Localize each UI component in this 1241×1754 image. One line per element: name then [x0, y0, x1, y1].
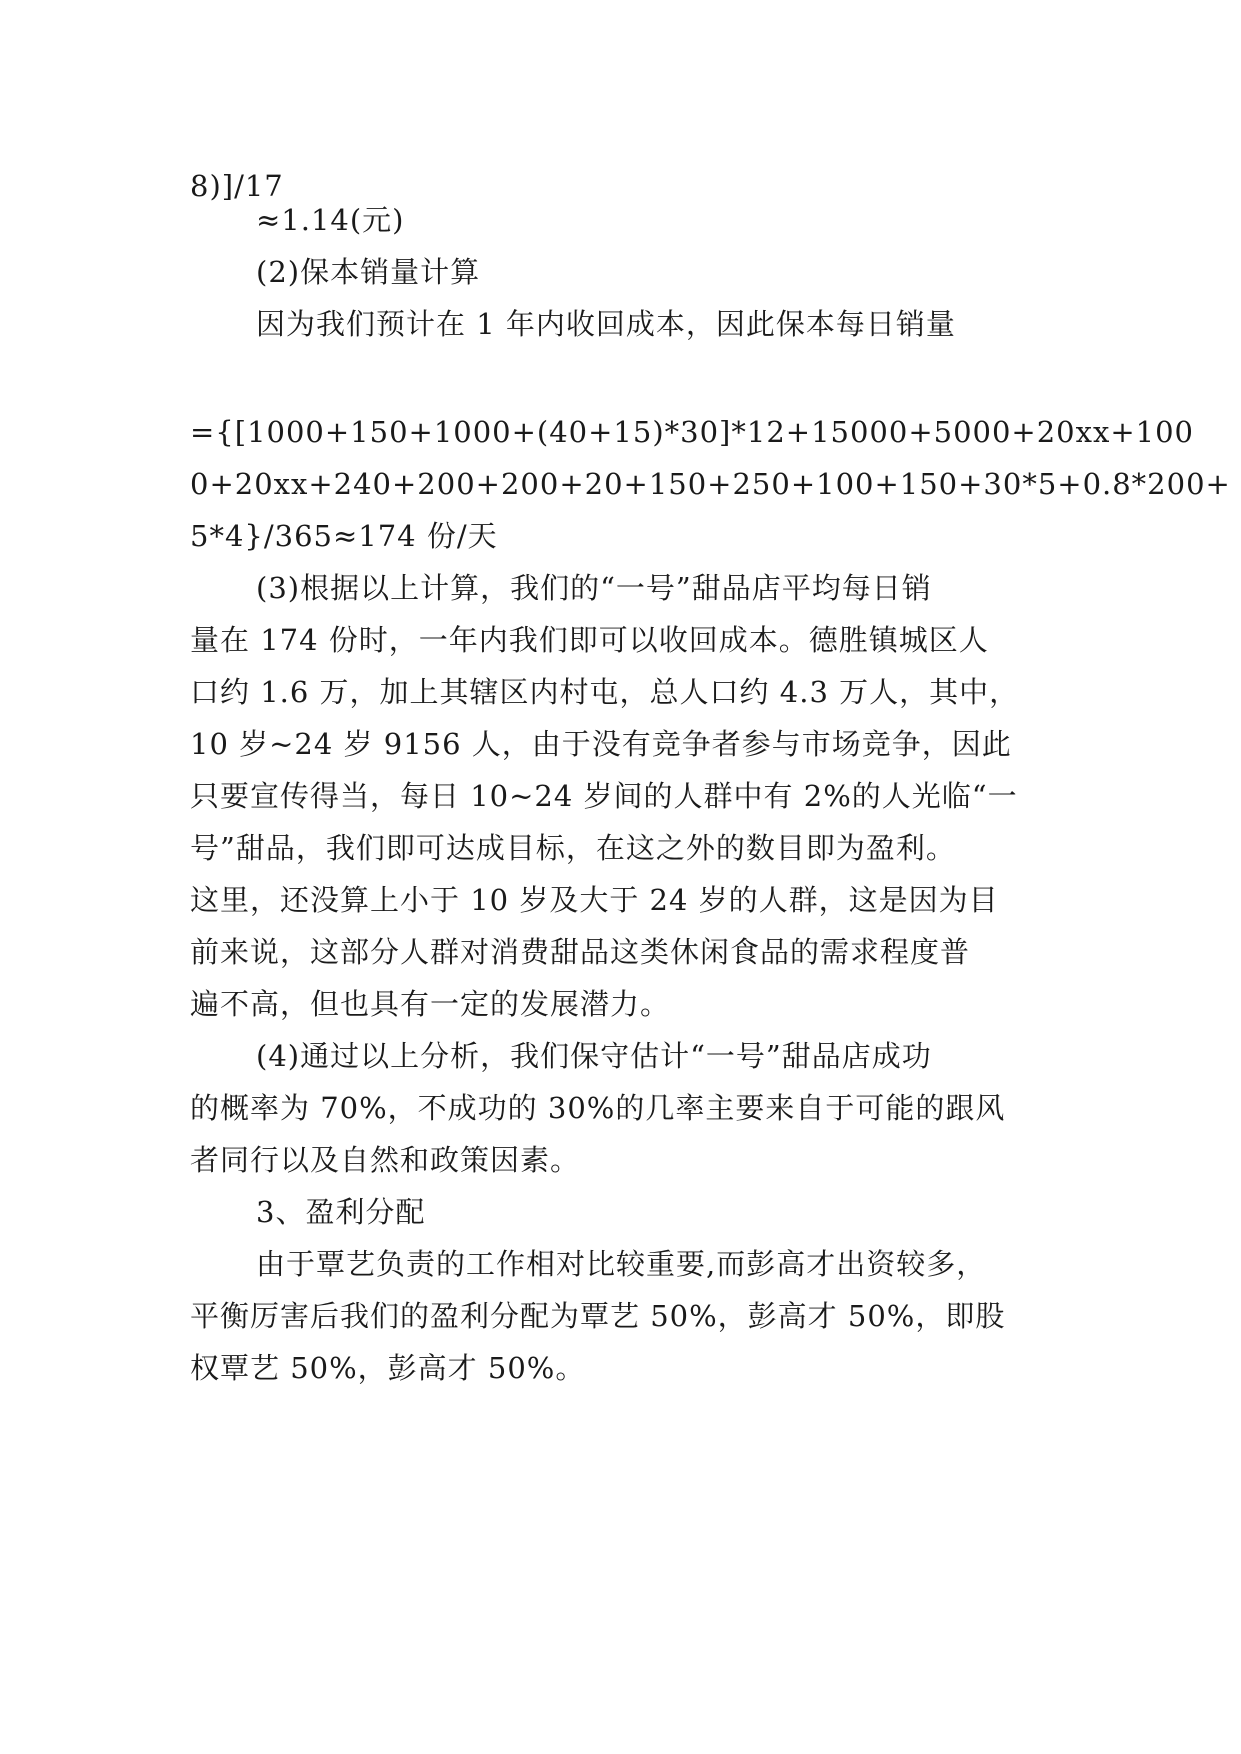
- text-line: 量在 174 份时，一年内我们即可以收回成本。德胜镇城区人: [190, 623, 989, 657]
- section-heading: (2)保本销量计算: [256, 255, 481, 289]
- text-line: 前来说，这部分人群对消费甜品这类休闲食品的需求程度普: [190, 935, 971, 969]
- text-line: (4)通过以上分析，我们保守估计“一号”甜品店成功: [256, 1039, 932, 1073]
- text-line: 口约 1.6 万，加上其辖区内村屯，总人口约 4.3 万人，其中，: [190, 675, 1020, 709]
- text-line: ≈1.14(元): [256, 203, 405, 237]
- text-line: 8)]/17: [190, 169, 284, 203]
- text-line: 由于覃艺负责的工作相对比较重要,而彭高才出资较多，: [256, 1247, 987, 1281]
- text-line: 权覃艺 50%，彭高才 50%。: [190, 1351, 586, 1385]
- text-line: 因为我们预计在 1 年内收回成本，因此保本每日销量: [256, 307, 956, 341]
- text-line: 遍不高，但也具有一定的发展潜力。: [190, 987, 671, 1021]
- text-line: 平衡厉害后我们的盈利分配为覃艺 50%，彭高才 50%，即股: [190, 1299, 1006, 1333]
- text-line: (3)根据以上计算，我们的“一号”甜品店平均每日销: [256, 571, 932, 605]
- text-line: 的概率为 70%，不成功的 30%的几率主要来自于可能的跟风: [190, 1091, 1006, 1125]
- formula-line: 0+20xx+240+200+200+20+150+250+100+150+30*5+0.8*200+: [190, 467, 1231, 501]
- text-line: 号”甜品，我们即可达成目标，在这之外的数目即为盈利。: [190, 831, 956, 865]
- text-line: 者同行以及自然和政策因素。: [190, 1143, 581, 1177]
- formula-line: ={[1000+150+1000+(40+15)*30]*12+15000+5000+20xx+100: [190, 415, 1194, 449]
- text-line: 这里，还没算上小于 10 岁及大于 24 岁的人群，这是因为目: [190, 883, 999, 917]
- formula-line: 5*4}/365≈174 份/天: [190, 519, 498, 553]
- section-heading: 3、盈利分配: [256, 1195, 426, 1229]
- text-line: 10 岁~24 岁 9156 人，由于没有竞争者参与市场竞争，因此: [190, 727, 1012, 761]
- text-line: 只要宣传得当，每日 10~24 岁间的人群中有 2%的人光临“一: [190, 779, 1018, 813]
